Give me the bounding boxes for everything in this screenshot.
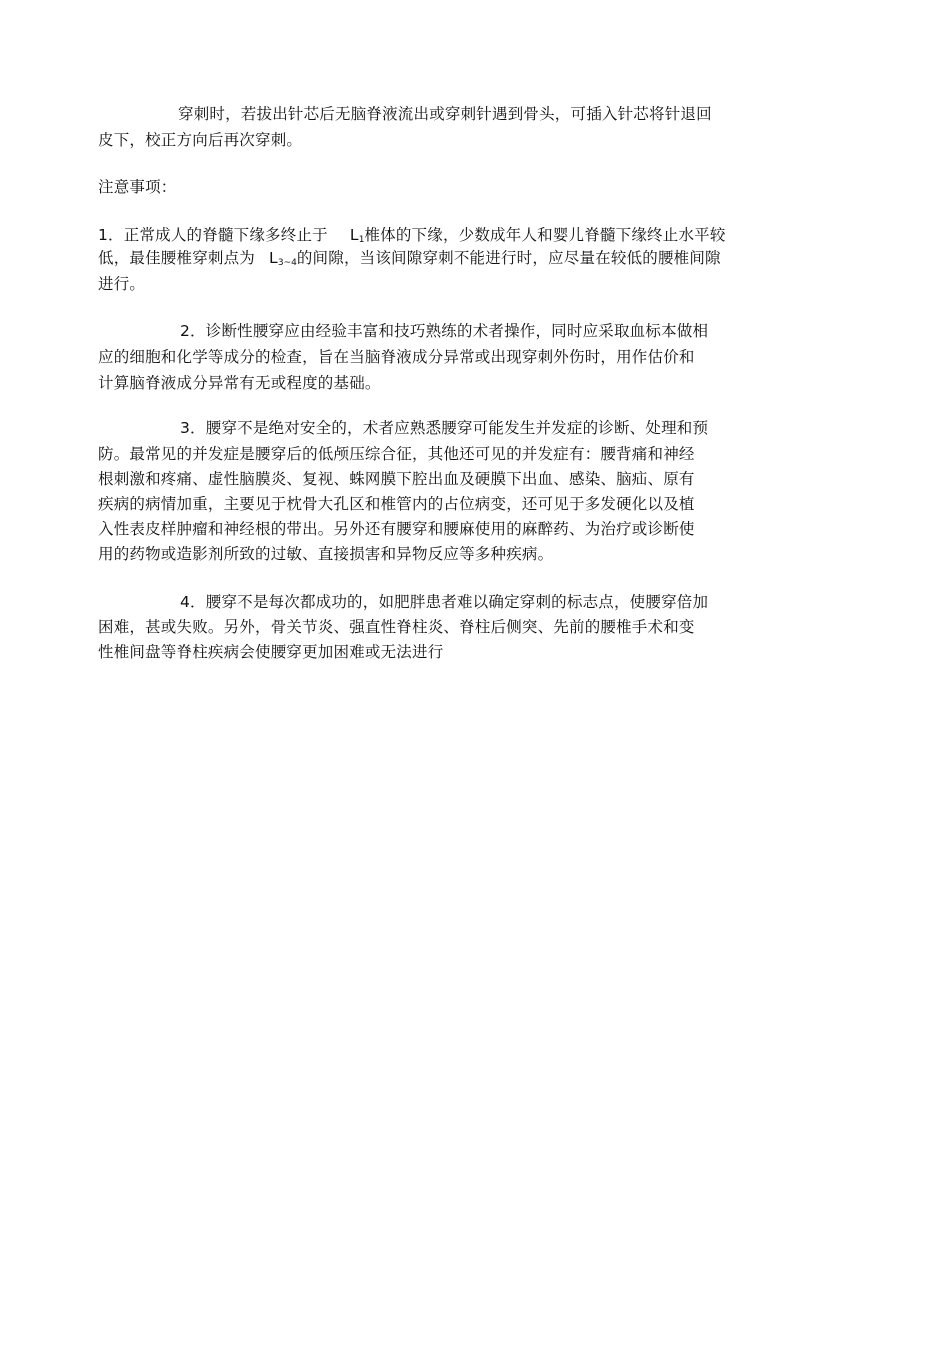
item-4-line-2: 困难，甚或失败。另外，骨关节炎、强直性脊柱炎、脊柱后侧突、先前的腰椎手术和变 <box>98 618 695 636</box>
vertebra-label: L <box>349 226 359 244</box>
item-2-line-2: 应的细胞和化学等成分的检查，旨在当脑脊液成分异常或出现穿刺外伤时，用作估价和 <box>98 348 695 366</box>
vertebra-subscript: 1 <box>358 235 365 245</box>
item-1-line-1 <box>98 225 726 250</box>
item-2-line-1: 2．诊断性腰穿应由经验丰富和技巧熟练的术者操作，同时应采取血标本做相 <box>180 322 709 340</box>
item-3-line-3: 根刺激和疼痛、虚性脑膜炎、复视、蛛网膜下腔出血及硬膜下出血、感染、脑疝、原有 <box>98 470 695 488</box>
paragraph-intro-line-1: 穿刺时，若拔出针芯后无脑脊液流出或穿刺针遇到骨头，可插入针芯将针退回 <box>178 105 712 123</box>
item-3-line-1: 3．腰穿不是绝对安全的，术者应熟悉腰穿可能发生并发症的诊断、处理和预 <box>180 419 709 437</box>
item-1-line-3: 进行。 <box>98 275 146 293</box>
item-2-line-3: 计算脑脊液成分异常有无或程度的基础。 <box>98 374 381 392</box>
item-4-line-3: 性椎间盘等脊柱疾病会使腰穿更加困难或无法进行 <box>98 643 444 661</box>
item-1-line-1-text-a: 1．正常成人的脊髓下缘多终止于 <box>98 226 328 244</box>
item-1-line-2-text-a: 低，最佳腰椎穿刺点为 <box>98 249 256 267</box>
item-3-line-2: 防。最常见的并发症是腰穿后的低颅压综合征，其他还可见的并发症有：腰背痛和神经 <box>98 445 695 463</box>
vertebra-label: L <box>269 249 278 267</box>
item-3-line-4: 疾病的病情加重，主要见于枕骨大孔区和椎管内的占位病变，还可见于多发硬化以及植 <box>98 495 695 513</box>
section-heading: 注意事项： <box>98 178 177 196</box>
item-3-line-6: 用的药物或造影剂所致的过敏、直接损害和异物反应等多种疾病。 <box>98 545 554 563</box>
item-1-line-1-text-b: 椎体的下缘，少数成年人和婴儿脊髓下缘终止水平较 <box>364 226 726 244</box>
paragraph-intro-line-2: 皮下，校正方向后再次穿刺。 <box>98 131 303 149</box>
item-1-line-2 <box>98 248 721 273</box>
item-4-line-1: 4．腰穿不是每次都成功的，如肥胖患者难以确定穿刺的标志点，使腰穿倍加 <box>180 593 709 611</box>
item-1-line-2-text-b: 的间隙，当该间隙穿刺不能进行时，应尽量在较低的腰椎间隙 <box>296 249 721 267</box>
vertebra-subscript: 3~4 <box>277 258 297 268</box>
item-3-line-5: 入性表皮样肿瘤和神经根的带出。另外还有腰穿和腰麻使用的麻醉药、为治疗或诊断使 <box>98 520 695 538</box>
